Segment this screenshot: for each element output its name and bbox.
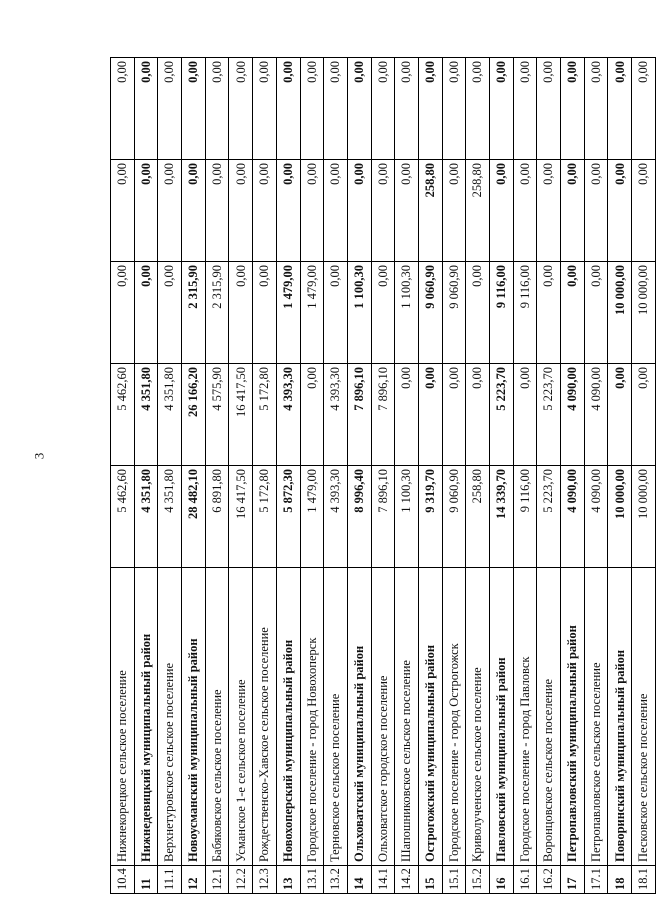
row-code-cell: 14.2 — [395, 866, 419, 894]
row-code-cell: 14.1 — [371, 866, 395, 894]
value-col3-cell: 0,00 — [158, 262, 182, 364]
value-col2-cell: 0,00 — [300, 364, 324, 466]
row-code-cell: 16.1 — [513, 866, 537, 894]
table-row — [324, 58, 348, 894]
value-col4-cell: 0,00 — [632, 160, 656, 262]
value-col5-cell: 0,00 — [229, 58, 253, 160]
value-total-cell: 9 319,70 — [418, 466, 442, 568]
value-col3-cell: 0,00 — [371, 262, 395, 364]
value-col2-cell: 0,00 — [608, 364, 632, 466]
value-col5-cell: 0,00 — [300, 58, 324, 160]
row-code-cell: 17 — [561, 866, 585, 894]
value-col2-cell: 5 223,70 — [490, 364, 514, 466]
value-col2-cell: 26 166,20 — [182, 364, 206, 466]
value-col2-cell: 16 417,50 — [229, 364, 253, 466]
table-row — [584, 58, 608, 894]
value-col5-cell: 0,00 — [158, 58, 182, 160]
value-total-cell: 28 482,10 — [182, 466, 206, 568]
value-total-cell: 10 000,00 — [608, 466, 632, 568]
value-col4-cell: 0,00 — [111, 160, 135, 262]
value-col4-cell: 258,80 — [466, 160, 490, 262]
table-row — [513, 58, 537, 894]
value-col2-cell: 4 575,90 — [205, 364, 229, 466]
row-code-cell: 16.2 — [537, 866, 561, 894]
value-col4-cell: 0,00 — [253, 160, 277, 262]
value-col4-cell: 0,00 — [537, 160, 561, 262]
row-name-cell: Городское поселение - город Павловск — [513, 568, 537, 866]
row-code-cell: 16 — [490, 866, 514, 894]
value-col3-cell: 9 060,90 — [418, 262, 442, 364]
row-name-cell: Терновское сельское поселение — [324, 568, 348, 866]
value-total-cell: 5 462,60 — [111, 466, 135, 568]
value-col3-cell: 2 315,90 — [182, 262, 206, 364]
value-col2-cell: 5 172,80 — [253, 364, 277, 466]
value-col5-cell: 0,00 — [276, 58, 300, 160]
value-col4-cell: 0,00 — [395, 160, 419, 262]
value-col5-cell: 0,00 — [537, 58, 561, 160]
row-code-cell: 15 — [418, 866, 442, 894]
table-row — [442, 58, 466, 894]
value-col2-cell: 4 393,30 — [276, 364, 300, 466]
rotated-table-frame — [110, 58, 651, 894]
value-col4-cell: 0,00 — [347, 160, 371, 262]
value-col5-cell: 0,00 — [513, 58, 537, 160]
value-total-cell: 4 393,30 — [324, 466, 348, 568]
row-name-cell: Нижнекорецкое сельское поселение — [111, 568, 135, 866]
row-name-cell: Острогожский муниципальный район — [418, 568, 442, 866]
value-col2-cell: 4 351,80 — [158, 364, 182, 466]
value-col4-cell: 0,00 — [158, 160, 182, 262]
value-total-cell: 4 351,80 — [158, 466, 182, 568]
value-col3-cell: 0,00 — [111, 262, 135, 364]
table-row — [205, 58, 229, 894]
row-code-cell: 14 — [347, 866, 371, 894]
row-code-cell: 17.1 — [584, 866, 608, 894]
value-col5-cell: 0,00 — [632, 58, 656, 160]
value-col5-cell: 0,00 — [324, 58, 348, 160]
value-col3-cell: 9 060,90 — [442, 262, 466, 364]
row-code-cell: 12.3 — [253, 866, 277, 894]
value-col5-cell: 0,00 — [205, 58, 229, 160]
table-row — [300, 58, 324, 894]
value-col4-cell: 0,00 — [513, 160, 537, 262]
row-code-cell: 18.1 — [632, 866, 656, 894]
value-total-cell: 10 000,00 — [632, 466, 656, 568]
value-col5-cell: 0,00 — [182, 58, 206, 160]
value-col2-cell: 7 896,10 — [347, 364, 371, 466]
row-name-cell: Шапошниковское сельское поселение — [395, 568, 419, 866]
value-total-cell: 8 996,40 — [347, 466, 371, 568]
row-code-cell: 18 — [608, 866, 632, 894]
value-total-cell: 5 172,80 — [253, 466, 277, 568]
value-total-cell: 4 090,00 — [584, 466, 608, 568]
value-col3-cell: 0,00 — [466, 262, 490, 364]
value-col5-cell: 0,00 — [111, 58, 135, 160]
value-col2-cell: 0,00 — [632, 364, 656, 466]
value-total-cell: 6 891,80 — [205, 466, 229, 568]
value-col2-cell: 7 896,10 — [371, 364, 395, 466]
value-total-cell: 9 116,00 — [513, 466, 537, 568]
table-row — [561, 58, 585, 894]
table-row — [395, 58, 419, 894]
row-name-cell: Воронцовское сельское поселение — [537, 568, 561, 866]
value-col5-cell: 0,00 — [561, 58, 585, 160]
value-col3-cell: 0,00 — [253, 262, 277, 364]
row-code-cell: 15.2 — [466, 866, 490, 894]
value-col4-cell: 0,00 — [229, 160, 253, 262]
row-code-cell: 11.1 — [158, 866, 182, 894]
value-col2-cell: 4 393,30 — [324, 364, 348, 466]
value-col4-cell: 0,00 — [608, 160, 632, 262]
table-row — [134, 58, 158, 894]
row-code-cell: 12.2 — [229, 866, 253, 894]
value-total-cell: 16 417,50 — [229, 466, 253, 568]
page-number: 3 — [31, 452, 47, 460]
value-total-cell: 1 479,00 — [300, 466, 324, 568]
value-col3-cell: 0,00 — [134, 262, 158, 364]
value-col3-cell: 9 116,00 — [513, 262, 537, 364]
value-col5-cell: 0,00 — [418, 58, 442, 160]
row-code-cell: 13.1 — [300, 866, 324, 894]
value-col2-cell: 0,00 — [442, 364, 466, 466]
row-code-cell: 13.2 — [324, 866, 348, 894]
value-col2-cell: 4 090,00 — [561, 364, 585, 466]
value-col4-cell: 0,00 — [371, 160, 395, 262]
value-col3-cell: 0,00 — [229, 262, 253, 364]
value-col4-cell: 0,00 — [490, 160, 514, 262]
value-col3-cell: 1 479,00 — [300, 262, 324, 364]
value-col3-cell: 10 000,00 — [632, 262, 656, 364]
row-name-cell: Бабяковское сельское поселение — [205, 568, 229, 866]
value-col4-cell: 0,00 — [134, 160, 158, 262]
value-total-cell: 7 896,10 — [371, 466, 395, 568]
value-col2-cell: 0,00 — [466, 364, 490, 466]
row-name-cell: Рождественско-Хавское сельское поселение — [253, 568, 277, 866]
value-col4-cell: 0,00 — [324, 160, 348, 262]
value-total-cell: 14 339,70 — [490, 466, 514, 568]
budget-table — [110, 57, 656, 894]
value-col5-cell: 0,00 — [371, 58, 395, 160]
row-name-cell: Городское поселение - город Новохоперск — [300, 568, 324, 866]
row-name-cell: Павловский муниципальный район — [490, 568, 514, 866]
value-col3-cell: 10 000,00 — [608, 262, 632, 364]
row-name-cell: Петропавловское сельское поселение — [584, 568, 608, 866]
row-code-cell: 15.1 — [442, 866, 466, 894]
row-name-cell: Петропавловский муниципальный район — [561, 568, 585, 866]
table-row — [632, 58, 656, 894]
value-col5-cell: 0,00 — [395, 58, 419, 160]
row-name-cell: Песковское сельское поселение — [632, 568, 656, 866]
table-row — [253, 58, 277, 894]
table-row — [490, 58, 514, 894]
value-col5-cell: 0,00 — [442, 58, 466, 160]
value-col2-cell: 5 223,70 — [537, 364, 561, 466]
value-col5-cell: 0,00 — [608, 58, 632, 160]
value-col3-cell: 1 479,00 — [276, 262, 300, 364]
value-total-cell: 4 351,80 — [134, 466, 158, 568]
table-wrapper — [110, 58, 651, 894]
value-col4-cell: 0,00 — [276, 160, 300, 262]
value-col4-cell: 0,00 — [584, 160, 608, 262]
value-col4-cell: 258,80 — [418, 160, 442, 262]
value-col2-cell: 0,00 — [513, 364, 537, 466]
value-col2-cell: 0,00 — [395, 364, 419, 466]
value-col5-cell: 0,00 — [134, 58, 158, 160]
table-row — [537, 58, 561, 894]
row-code-cell: 13 — [276, 866, 300, 894]
row-name-cell: Криволученское сельское поселение — [466, 568, 490, 866]
table-row — [276, 58, 300, 894]
value-col3-cell: 1 100,30 — [347, 262, 371, 364]
value-total-cell: 258,80 — [466, 466, 490, 568]
row-name-cell: Нижнедевицкий муниципальный район — [134, 568, 158, 866]
row-name-cell: Новохоперский муниципальный район — [276, 568, 300, 866]
value-col2-cell: 5 462,60 — [111, 364, 135, 466]
value-col4-cell: 0,00 — [561, 160, 585, 262]
row-name-cell: Новоусманский муниципальный район — [182, 568, 206, 866]
value-col2-cell: 0,00 — [418, 364, 442, 466]
value-total-cell: 9 060,90 — [442, 466, 466, 568]
value-col3-cell: 0,00 — [324, 262, 348, 364]
value-col4-cell: 0,00 — [182, 160, 206, 262]
row-name-cell: Усманское 1-е сельское поселение — [229, 568, 253, 866]
row-code-cell: 10.4 — [111, 866, 135, 894]
value-total-cell: 5 872,30 — [276, 466, 300, 568]
row-code-cell: 12 — [182, 866, 206, 894]
table-row — [182, 58, 206, 894]
row-name-cell: Верхнетуровское сельское поселение — [158, 568, 182, 866]
value-col3-cell: 1 100,30 — [395, 262, 419, 364]
value-col2-cell: 4 351,80 — [134, 364, 158, 466]
table-body — [111, 58, 656, 894]
row-name-cell: Ольховатский муниципальный район — [347, 568, 371, 866]
value-col4-cell: 0,00 — [442, 160, 466, 262]
value-col5-cell: 0,00 — [584, 58, 608, 160]
value-total-cell: 1 100,30 — [395, 466, 419, 568]
table-row — [418, 58, 442, 894]
value-col5-cell: 0,00 — [466, 58, 490, 160]
value-col3-cell: 0,00 — [561, 262, 585, 364]
row-name-cell: Поворинский муниципальный район — [608, 568, 632, 866]
value-col5-cell: 0,00 — [347, 58, 371, 160]
value-col2-cell: 4 090,00 — [584, 364, 608, 466]
value-col3-cell: 0,00 — [584, 262, 608, 364]
value-col4-cell: 0,00 — [205, 160, 229, 262]
value-col3-cell: 0,00 — [537, 262, 561, 364]
value-col3-cell: 9 116,00 — [490, 262, 514, 364]
table-row — [466, 58, 490, 894]
value-total-cell: 4 090,00 — [561, 466, 585, 568]
table-row — [371, 58, 395, 894]
table-row — [347, 58, 371, 894]
value-col4-cell: 0,00 — [300, 160, 324, 262]
table-row — [229, 58, 253, 894]
value-col5-cell: 0,00 — [253, 58, 277, 160]
value-total-cell: 5 223,70 — [537, 466, 561, 568]
table-row — [158, 58, 182, 894]
row-code-cell: 11 — [134, 866, 158, 894]
row-code-cell: 12.1 — [205, 866, 229, 894]
row-name-cell: Ольховатское городское поселение — [371, 568, 395, 866]
table-row — [111, 58, 135, 894]
row-name-cell: Городское поселение - город Острогожск — [442, 568, 466, 866]
value-col3-cell: 2 315,90 — [205, 262, 229, 364]
value-col5-cell: 0,00 — [490, 58, 514, 160]
table-row — [608, 58, 632, 894]
